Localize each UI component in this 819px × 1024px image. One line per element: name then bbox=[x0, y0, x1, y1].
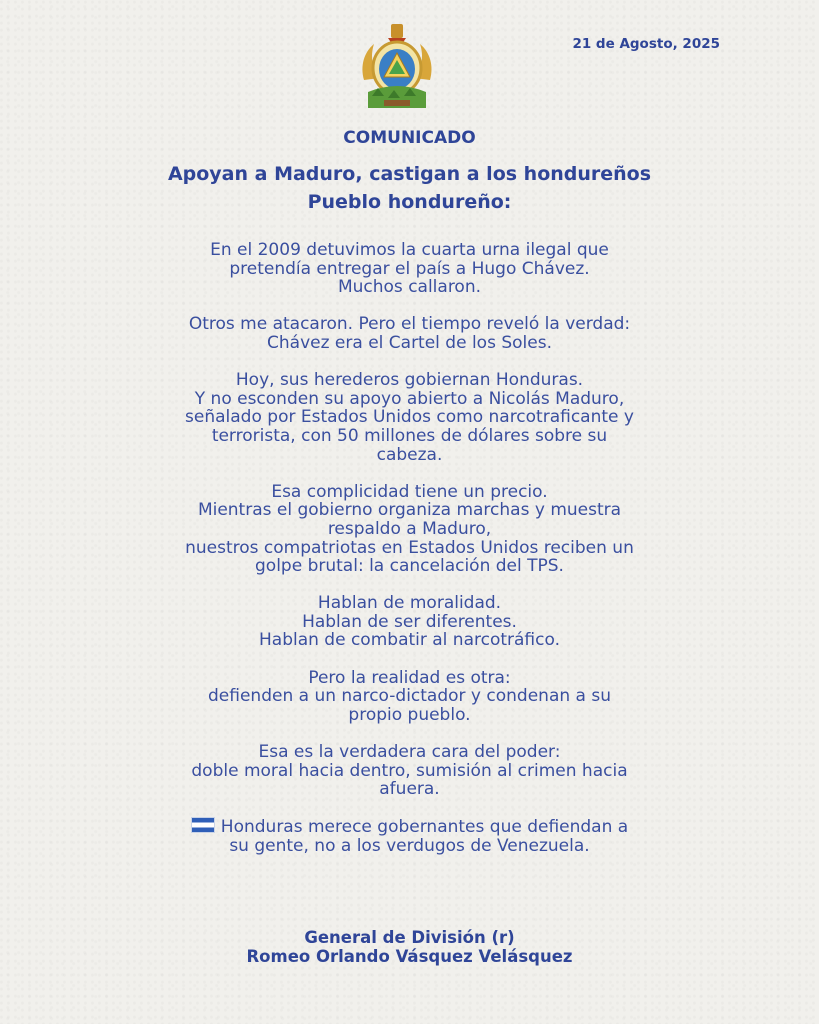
text-line: su gente, no a los verdugos de Venezuela. bbox=[229, 836, 590, 856]
signature-rank: General de División (r) bbox=[304, 928, 515, 947]
text-line: Hablan de ser diferentes. bbox=[302, 611, 517, 632]
paragraph bbox=[60, 743, 759, 799]
text-line: Mientras el gobierno organiza marchas y muestra bbox=[197, 500, 622, 521]
document-date: 21 de Agosto, 2025 bbox=[572, 36, 720, 52]
text-line: terrorista, con 50 millones de dólares sobre su bbox=[211, 425, 608, 446]
text-line: Chávez era el Cartel de los Soles. bbox=[267, 332, 552, 353]
document-title: Apoyan a Maduro, castigan a los hondureños bbox=[167, 163, 652, 185]
text-line: doble moral hacia dentro, sumisión al crimen hacia bbox=[191, 760, 628, 781]
text-line: afuera. bbox=[379, 779, 440, 800]
text-line: cabeza. bbox=[376, 444, 443, 465]
text-line: propio pueblo. bbox=[348, 704, 471, 725]
text-line: respaldo a Maduro, bbox=[327, 518, 492, 539]
text-line: Hablan de moralidad. bbox=[317, 593, 502, 614]
honduras-flag-icon bbox=[191, 817, 215, 833]
text-line: Esa es la verdadera cara del poder: bbox=[258, 742, 561, 763]
document-heading: COMUNICADO bbox=[343, 128, 476, 148]
text-line bbox=[60, 817, 759, 837]
text-line: Y no esconden su apoyo abierto a Nicolás Maduro, bbox=[194, 388, 625, 409]
text-line: Otros me atacaron. Pero el tiempo reveló la verdad: bbox=[188, 314, 631, 335]
signature-block bbox=[0, 928, 819, 966]
signature-name: Romeo Orlando Vásquez Velásquez bbox=[246, 947, 573, 966]
paragraph bbox=[60, 315, 759, 352]
text-line: golpe brutal: la cancelación del TPS. bbox=[255, 556, 564, 577]
paragraph bbox=[60, 483, 759, 576]
paragraph bbox=[60, 594, 759, 650]
text-line: Hoy, sus herederos gobiernan Honduras. bbox=[235, 370, 584, 391]
paragraph bbox=[60, 669, 759, 725]
text-line: Muchos callaron. bbox=[337, 277, 482, 298]
text-line: Pero la realidad es otra: bbox=[308, 667, 511, 688]
text-line: En el 2009 detuvimos la cuarta urna ilegal que bbox=[210, 240, 609, 260]
greeting: Pueblo hondureño: bbox=[307, 191, 512, 213]
text-line: nuestros compatriotas en Estados Unidos reciben un bbox=[185, 537, 634, 558]
text-line: Esa complicidad tiene un precio. bbox=[271, 481, 548, 502]
closing-paragraph bbox=[60, 817, 759, 855]
honduras-coat-of-arms-icon bbox=[358, 22, 436, 112]
communique-body bbox=[60, 241, 759, 874]
text-line: defienden a un narco-dictador y condenan a su bbox=[208, 686, 611, 707]
text-line: pretendía entregar el país a Hugo Chávez. bbox=[229, 258, 590, 279]
text-line: Hablan de combatir al narcotráfico. bbox=[259, 630, 560, 651]
paragraph bbox=[60, 241, 759, 297]
paragraph bbox=[60, 371, 759, 464]
text-line: señalado por Estados Unidos como narcotraficante y bbox=[185, 407, 634, 428]
closing-line: Honduras merece gobernantes que defiendan a bbox=[220, 817, 629, 838]
